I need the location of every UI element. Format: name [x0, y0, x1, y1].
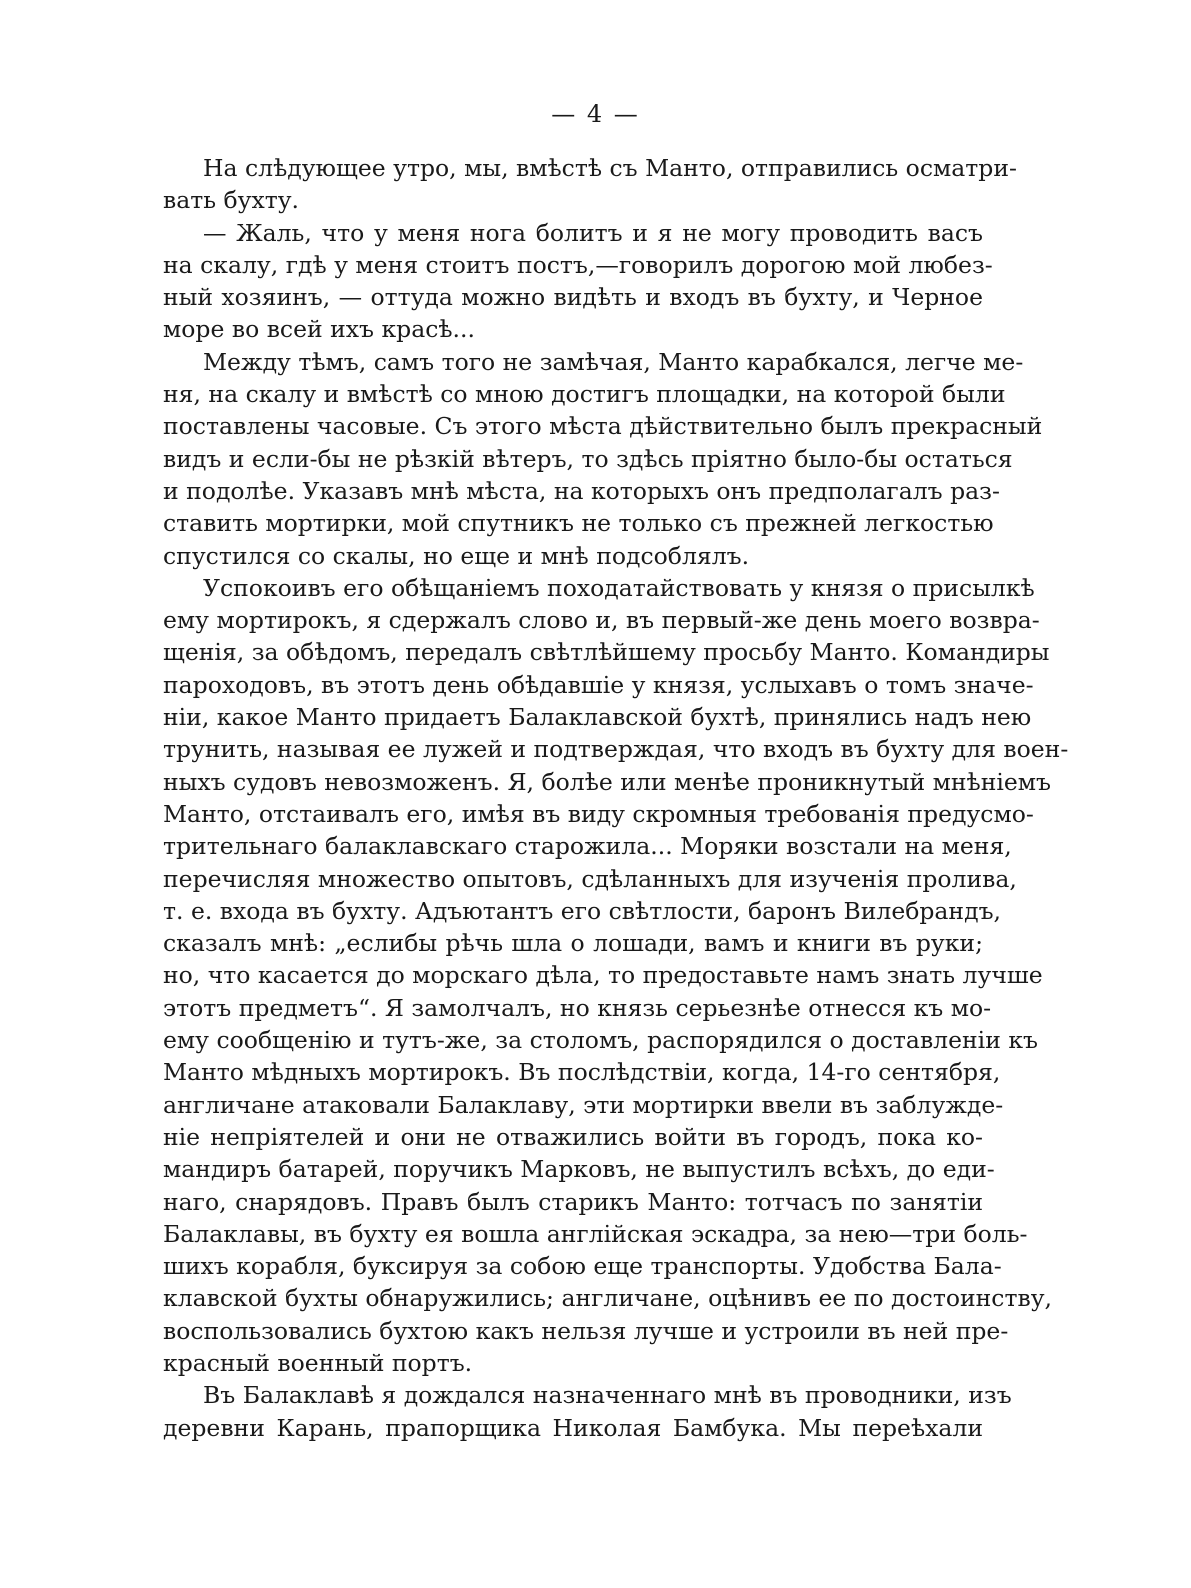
- paragraph: [163, 217, 993, 346]
- text-line: клавской бухты обнаружились; англичане, оцѣнивъ ее по достоинству,: [163, 1284, 1052, 1313]
- text-line: ніи, какое Манто придаетъ Балаклавской бухтѣ, принялись надъ нею: [163, 703, 1032, 732]
- text-line: на скалу, гдѣ у меня стоитъ постъ,—говорилъ дорогою мой любез-: [163, 250, 993, 279]
- text-line: воспользовались бухтою какъ нельзя лучше и устроили въ ней пре-: [163, 1316, 1009, 1345]
- text-line: Манто, отстаивалъ его, имѣя въ виду скромныя требованія предусмо-: [163, 799, 1034, 828]
- text-line: ему сообщенію и тутъ-же, за столомъ, распорядился о доставленіи къ: [163, 1026, 1038, 1055]
- text-line: ему мортирокъ, я сдержалъ слово и, въ первый-же день моего возвра-: [163, 606, 1040, 635]
- body-text: [163, 152, 1069, 1444]
- paragraph: [163, 572, 1069, 1379]
- text-line: шихъ корабля, буксируя за собою еще транспорты. Удобства Бала-: [163, 1252, 1002, 1281]
- text-line: Успокоивъ его обѣщаніемъ походатайствовать у князя о присылкѣ: [203, 573, 1035, 602]
- text-line: деревни Карань, прапорщика Николая Бамбука. Мы переѣхали: [163, 1413, 983, 1442]
- paragraph: [163, 152, 1017, 217]
- text-line: этотъ предметъ“. Я замолчалъ, но князь серьезнѣе отнесся къ мо-: [163, 993, 992, 1022]
- text-line: щенія, за обѣдомъ, передалъ свѣтлѣйшему просьбу Манто. Командиры: [163, 638, 1050, 667]
- text-line: море во всей ихъ красѣ...: [163, 315, 475, 344]
- text-line: Въ Балаклавѣ я дождался назначеннаго мнѣ въ проводники, изъ: [203, 1381, 1012, 1410]
- text-line: ніе непріятелей и они не отважились войти въ городъ, пока ко-: [163, 1122, 983, 1151]
- text-line: видъ и если-бы не рѣзкій вѣтеръ, то здѣсь пріятно было-бы остаться: [163, 444, 1013, 473]
- text-line: англичане атаковали Балаклаву, эти мортирки ввели въ заблужде-: [163, 1090, 1004, 1119]
- text-line: На слѣдующее утро, мы, вмѣстѣ съ Манто, отправились осматри-: [203, 154, 1017, 182]
- text-line: трительнаго балаклавскаго старожила... Моряки возстали на меня,: [163, 832, 1012, 861]
- text-line: и подолѣе. Указавъ мнѣ мѣста, на которыхъ онъ предполагалъ раз-: [163, 476, 1000, 505]
- text-line: ня, на скалу и вмѣстѣ со мною достигъ площадки, на которой были: [163, 380, 1006, 409]
- text-line: трунить, называя ее лужей и подтверждая, что входъ въ бухту для воен-: [163, 735, 1069, 764]
- text-line: ный хозяинъ, — оттуда можно видѣть и входъ въ бухту, и Черное: [163, 283, 983, 312]
- text-line: пароходовъ, въ этотъ день обѣдавшіе у князя, услыхавъ о томъ значе-: [163, 670, 1034, 699]
- page-number: — 4 —: [551, 100, 640, 128]
- text-line: вать бухту.: [163, 186, 300, 215]
- text-line: мандиръ батарей, поручикъ Марковъ, не выпустилъ всѣхъ, до еди-: [163, 1155, 995, 1184]
- text-line: ныхъ судовъ невозможенъ. Я, болѣе или менѣе проникнутый мнѣніемъ: [163, 767, 1052, 796]
- text-line: перечисляя множество опытовъ, сдѣланныхъ для изученія пролива,: [163, 864, 1017, 893]
- text-line: Балаклавы, въ бухту ея вошла англійская эскадра, за нею—три боль-: [163, 1219, 1028, 1248]
- text-line: ставить мортирки, мой спутникъ не только съ прежней легкостью: [163, 509, 994, 538]
- text-line: Манто мѣдныхъ мортирокъ. Въ послѣдствіи, когда, 14-го сентября,: [163, 1058, 1001, 1087]
- text-line: поставлены часовые. Съ этого мѣста дѣйствительно былъ прекрасный: [163, 412, 1043, 441]
- text-line: наго, снарядовъ. Правъ былъ старикъ Манто: тотчасъ по занятіи: [163, 1187, 983, 1216]
- text-line: — Жаль, что у меня нога болитъ и я не могу проводить васъ: [203, 218, 983, 247]
- text-line: но, что касается до морскаго дѣла, то предоставьте намъ знать лучше: [163, 961, 1043, 990]
- paragraph: [163, 346, 1043, 572]
- text-line: красный военный портъ.: [163, 1348, 473, 1377]
- text-line: спустился со скалы, но еще и мнѣ подсоблялъ.: [163, 541, 750, 570]
- text-line: т. е. входа въ бухту. Адъютантъ его свѣтлости, баронъ Вилебрандъ,: [163, 896, 1001, 925]
- text-line: Между тѣмъ, самъ того не замѣчая, Манто карабкался, легче ме-: [203, 347, 1024, 376]
- text-line: сказалъ мнѣ: „еслибы рѣчь шла о лошади, вамъ и книги въ руки;: [163, 929, 983, 958]
- paragraph: [163, 1379, 1012, 1444]
